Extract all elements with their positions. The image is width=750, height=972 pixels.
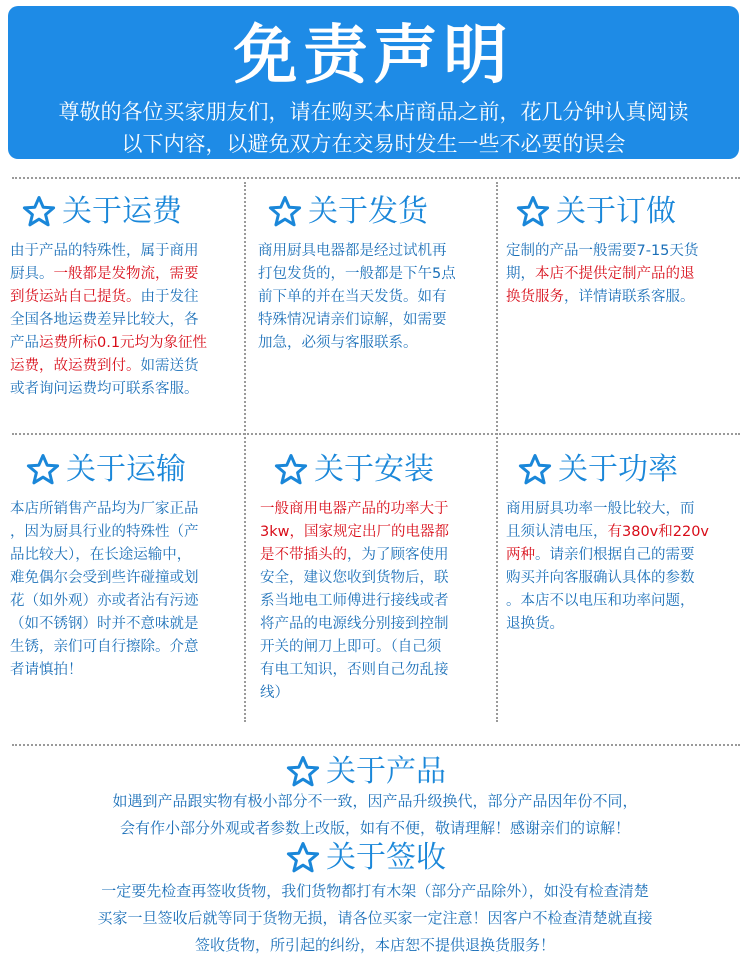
section-body-custom-order xyxy=(506,240,742,309)
text-line xyxy=(260,636,494,659)
star-outline-icon xyxy=(22,195,56,229)
text-segment: 厨具。 xyxy=(10,266,54,282)
section-body-receipt-line2: 买家一旦签收后就等同于货物无损，请各位买家一定注意！因客户不检查清楚就直接 xyxy=(97,909,653,927)
text-segment: ，为了顾客使用 xyxy=(347,547,449,563)
text-segment: 如需送货 xyxy=(140,358,199,374)
text-line xyxy=(10,240,242,263)
text-segment: 且须认清电压， xyxy=(506,524,608,540)
text-segment: 。请亲们根据自己的需要 xyxy=(535,547,695,563)
text-line xyxy=(260,544,494,567)
section-title: 关于发货 xyxy=(308,194,428,229)
highlight-text: 一般都是发物流，需要 xyxy=(53,266,199,282)
text-line xyxy=(506,544,744,567)
text-segment: 商用厨具功率一般比较大，而 xyxy=(506,501,695,517)
text-line xyxy=(10,332,242,355)
star-outline-icon xyxy=(268,195,302,229)
highlight-text: 换货服务 xyxy=(506,289,564,305)
text-line xyxy=(258,309,494,332)
text-line xyxy=(10,521,242,544)
highlight-text: 运费所标0.1元均为象征性 xyxy=(39,335,208,351)
text-segment: 花（如外观）亦或者沾有污迹 xyxy=(10,593,199,609)
section-body-delivery xyxy=(258,240,494,355)
text-segment: 开关的闸刀上即可。（自己须 xyxy=(260,639,442,655)
text-segment: 特殊情况请亲们谅解，如需要 xyxy=(258,312,447,328)
text-segment: 有电工知识，否则自己勿乱接 xyxy=(260,662,449,678)
section-body-product-line2: 会有作小部分外观或者参数上改版，如有不便，敬请理解！感谢亲们的谅解！ xyxy=(119,819,630,837)
section-heading-shipping-fee xyxy=(22,192,182,232)
section-body-receipt-line1: 一定要先检查再签收货物，我们货物都打有木架（部分产品除外），如没有检查清楚 xyxy=(101,882,649,900)
text-line xyxy=(506,498,744,521)
star-outline-icon xyxy=(286,841,320,875)
text-line xyxy=(10,544,242,567)
text-line xyxy=(10,355,242,378)
section-body-shipping-fee xyxy=(10,240,242,401)
banner-subtitle-line2: 以下内容，以避免双方在交易时发生一些不必要的误会 xyxy=(121,132,626,156)
text-segment: 由于发往 xyxy=(140,289,199,305)
text-line xyxy=(10,590,242,613)
text-segment: 全国各地运费差异比较大，各 xyxy=(10,312,199,328)
section-title: 关于订做 xyxy=(556,194,676,229)
highlight-text: 一般商用电器产品的功率大于 xyxy=(260,501,449,517)
divider-bottom xyxy=(12,744,740,746)
text-segment: 难免偶尔会受到些许碰撞或划 xyxy=(10,570,199,586)
star-outline-icon xyxy=(26,453,60,487)
text-segment: 前下单的并在当天发货。如有 xyxy=(258,289,447,305)
text-line xyxy=(260,659,494,682)
section-heading-power xyxy=(518,450,678,490)
divider-col-1 xyxy=(244,182,246,722)
text-line xyxy=(10,636,242,659)
section-title: 关于运输 xyxy=(66,452,186,487)
section-body-receipt-line3: 签收货物，所引起的纠纷，本店恕不提供退换货服务！ xyxy=(194,936,555,954)
section-title: 关于产品 xyxy=(326,754,446,789)
text-line xyxy=(10,659,242,682)
section-body-product-line1: 如遇到产品跟实物有极小部分不一致，因产品升级换代，部分产品因年份不同， xyxy=(112,792,638,810)
highlight-text: 有380v和220v xyxy=(607,524,710,540)
star-outline-icon xyxy=(516,195,550,229)
text-line xyxy=(260,498,494,521)
text-segment: 线） xyxy=(260,685,289,701)
text-line xyxy=(506,590,744,613)
text-line xyxy=(260,682,494,705)
text-line xyxy=(10,309,242,332)
highlight-text: 是不带插头的 xyxy=(260,547,347,563)
header-banner xyxy=(8,6,739,159)
text-segment: ，详情请联系客服。 xyxy=(564,289,695,305)
text-segment: 打包发货的，一般都是下午5点 xyxy=(258,266,456,282)
text-segment: 品比较大），在长途运输中， xyxy=(10,547,192,563)
section-body-power xyxy=(506,498,744,636)
section-heading-delivery xyxy=(268,192,428,232)
section-heading-receipt xyxy=(286,838,446,878)
text-segment: 安全，建议您收到货物后，联 xyxy=(260,570,449,586)
highlight-text: 到货运站自己提货。 xyxy=(10,289,141,305)
section-title: 关于功率 xyxy=(558,452,678,487)
text-segment: （如不锈钢）时并不意味就是 xyxy=(10,616,199,632)
banner-subtitle-line1: 尊敬的各位买家朋友们，请在购买本店商品之前，花几分钟认真阅读 xyxy=(58,100,689,124)
text-segment: 本店所销售产品均为厂家正品 xyxy=(10,501,199,517)
text-line xyxy=(258,286,494,309)
text-segment: 购买并向客服确认具体的参数 xyxy=(506,570,695,586)
text-segment: 生锈，亲们可自行擦除。介意 xyxy=(10,639,199,655)
text-segment: 者请慎拍！ xyxy=(10,662,83,678)
text-line xyxy=(506,240,742,263)
highlight-text: 运费，故运费到付。 xyxy=(10,358,141,374)
text-line xyxy=(260,521,494,544)
text-line xyxy=(260,613,494,636)
text-line xyxy=(10,613,242,636)
highlight-text: 两种 xyxy=(506,547,535,563)
highlight-text: 本店不提供定制产品的退 xyxy=(535,266,695,282)
section-heading-installation xyxy=(274,450,434,490)
text-line xyxy=(506,263,742,286)
text-segment: 产品 xyxy=(10,335,39,351)
text-line xyxy=(258,332,494,355)
highlight-text: 3kw，国家规定出厂的电器都 xyxy=(260,524,449,540)
text-segment: 退换货。 xyxy=(506,616,564,632)
divider-top xyxy=(12,177,740,179)
text-segment: 将产品的电源线分别接到控制 xyxy=(260,616,449,632)
star-outline-icon xyxy=(286,755,320,789)
text-line xyxy=(258,240,494,263)
text-line xyxy=(260,567,494,590)
divider-col-2 xyxy=(496,182,498,722)
text-line xyxy=(10,498,242,521)
text-segment: 期， xyxy=(506,266,535,282)
text-segment: 。本店不以电压和功率问题， xyxy=(506,593,695,609)
text-line xyxy=(10,286,242,309)
text-line xyxy=(258,263,494,286)
text-segment: 加急，必须与客服联系。 xyxy=(258,335,418,351)
page-title: 免责声明 xyxy=(233,19,514,93)
text-line xyxy=(506,613,744,636)
text-line xyxy=(10,567,242,590)
section-body-installation xyxy=(260,498,494,705)
section-title: 关于安装 xyxy=(314,452,434,487)
star-outline-icon xyxy=(518,453,552,487)
section-body-transport xyxy=(10,498,242,682)
text-segment: 或者询问运费均可联系客服。 xyxy=(10,381,199,397)
text-segment: ，因为厨具行业的特殊性（产 xyxy=(10,524,199,540)
text-line xyxy=(506,567,744,590)
text-line xyxy=(10,263,242,286)
text-segment: 定制的产品一般需要7-15天货 xyxy=(506,243,699,259)
section-heading-custom-order xyxy=(516,192,676,232)
text-line xyxy=(260,590,494,613)
text-segment: 系当地电工师傅进行接线或者 xyxy=(260,593,449,609)
text-line xyxy=(506,286,742,309)
section-title: 关于运费 xyxy=(62,194,182,229)
section-title: 关于签收 xyxy=(326,840,446,875)
text-segment: 由于产品的特殊性，属于商用 xyxy=(10,243,199,259)
section-heading-product xyxy=(286,752,446,792)
text-line xyxy=(10,378,242,401)
divider-middle xyxy=(12,433,740,435)
star-outline-icon xyxy=(274,453,308,487)
text-segment: 商用厨具电器都是经过试机再 xyxy=(258,243,447,259)
section-heading-transport xyxy=(26,450,186,490)
text-line xyxy=(506,521,744,544)
